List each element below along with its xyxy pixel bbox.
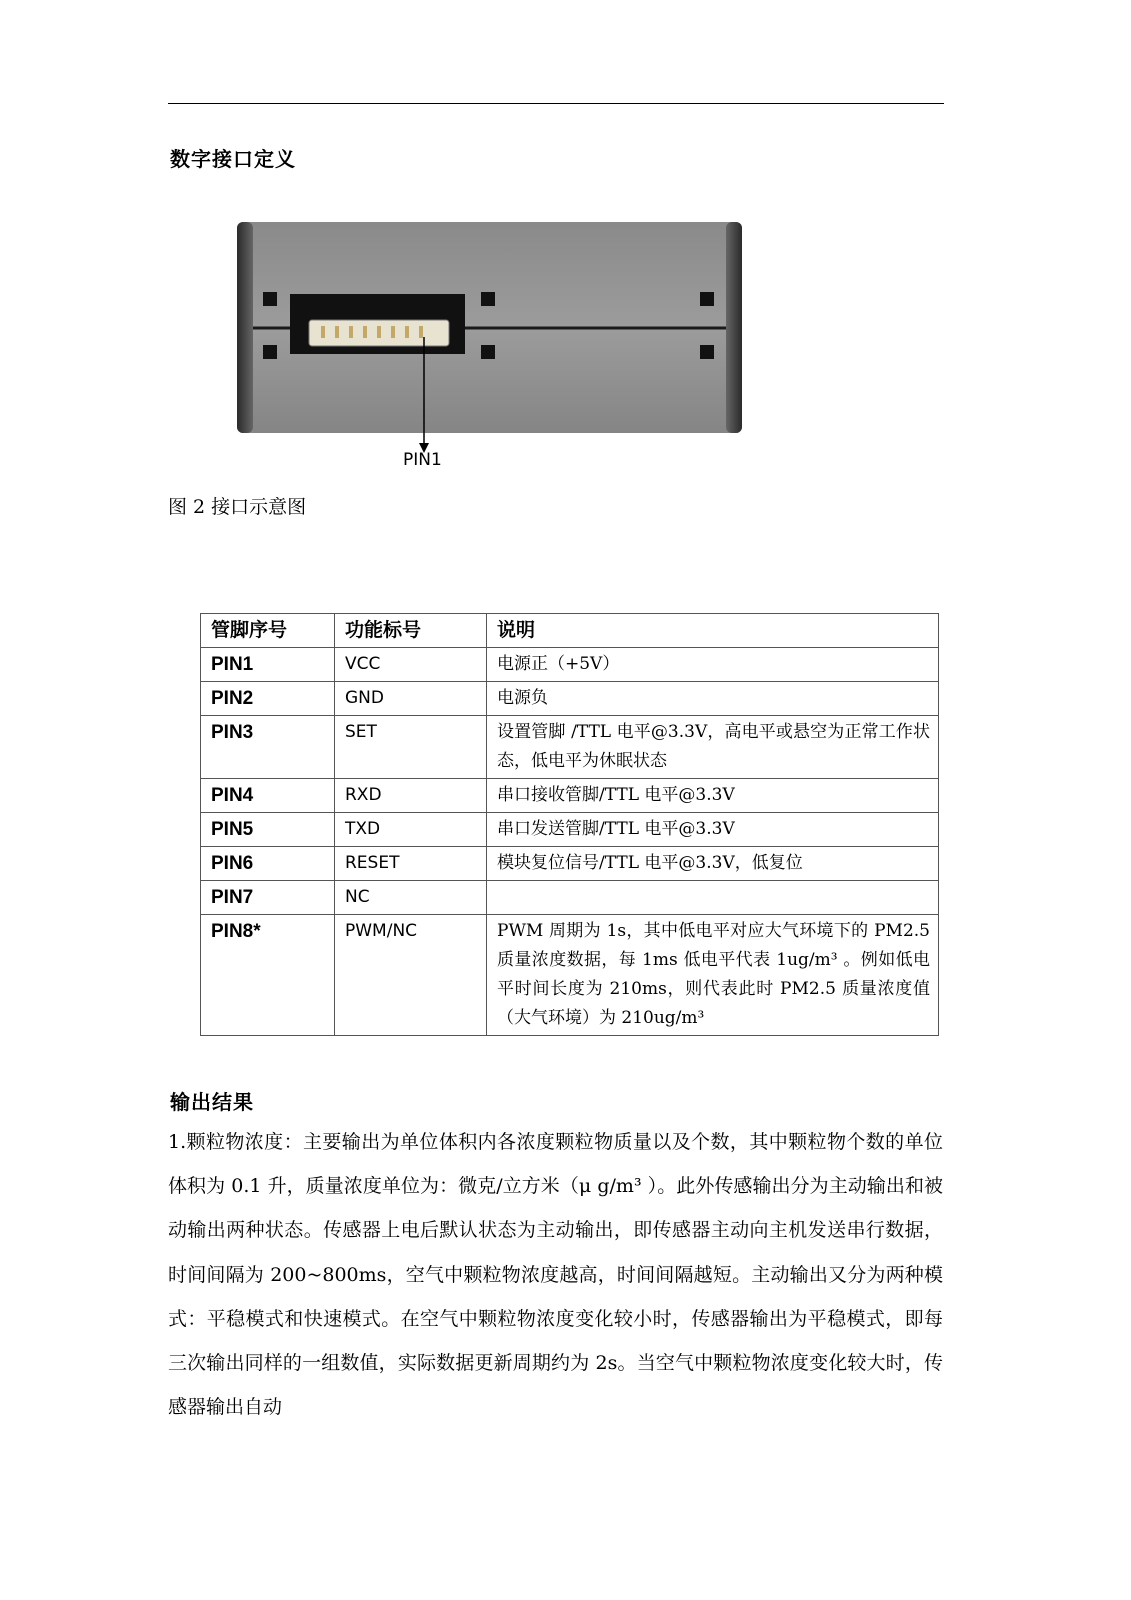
pin1-arrow [0,0,1131,480]
description-cell: 模块复位信号/TTL 电平@3.3V，低复位 [487,847,939,881]
table-row [201,682,939,716]
description-cell [487,881,939,915]
function-cell: RXD [335,779,487,813]
pin1-label: PIN1 [403,450,442,470]
pin-cell: PIN8* [201,915,335,1036]
header-function: 功能标号 [335,614,487,648]
function-cell: NC [335,881,487,915]
pin-cell: PIN2 [201,682,335,716]
section-heading-digital-interface: 数字接口定义 [170,147,296,171]
pin-cell: PIN6 [201,847,335,881]
pin-cell: PIN5 [201,813,335,847]
function-cell: PWM/NC [335,915,487,1036]
table-header-row [201,614,939,648]
pin-cell: PIN7 [201,881,335,915]
pin-definition-table [200,613,939,1036]
table-row [201,881,939,915]
function-cell: RESET [335,847,487,881]
function-cell: SET [335,716,487,779]
section-heading-output: 输出结果 [170,1090,254,1114]
pin-cell: PIN4 [201,779,335,813]
description-cell: PWM 周期为 1s，其中低电平对应大气环境下的 PM2.5 质量浓度数据，每 1ms 低电平代表 1ug/m³ 。例如低电平时间长度为 210ms，则代表此时 PM2.5 质量浓度值（大气环境）为 210ug/m³ [487,915,939,1036]
table-row [201,915,939,1036]
function-cell: VCC [335,648,487,682]
pin-cell: PIN1 [201,648,335,682]
description-cell: 串口发送管脚/TTL 电平@3.3V [487,813,939,847]
function-cell: TXD [335,813,487,847]
figure-caption: 图 2 接口示意图 [168,496,307,518]
table-row [201,813,939,847]
header-pin: 管脚序号 [201,614,335,648]
pin-cell: PIN3 [201,716,335,779]
table-row [201,648,939,682]
description-cell: 电源负 [487,682,939,716]
table-row [201,779,939,813]
description-cell: 串口接收管脚/TTL 电平@3.3V [487,779,939,813]
header-description: 说明 [487,614,939,648]
table-row [201,847,939,881]
table-row [201,716,939,779]
description-cell: 电源正（+5V） [487,648,939,682]
description-cell: 设置管脚 /TTL 电平@3.3V，高电平或悬空为正常工作状态，低电平为休眠状态 [487,716,939,779]
output-paragraph: 1.颗粒物浓度：主要输出为单位体积内各浓度颗粒物质量以及个数，其中颗粒物个数的单位体积为 0.1 升，质量浓度单位为：微克/立方米（μ g/m³ ）。此外传感输出分为主动输出和被动输出两种状态。传感器上电后默认状态为主动输出，即传感器主动向主机发送串行数据，时间间隔为 200~800ms，空气中颗粒物浓度越高，时间间隔越短。主动输出又分为两种模式：平稳模式和快速模式。在空气中颗粒物浓度变化较小时，传感器输出为平稳模式，即每三次输出同样的一组数值，实际数据更新周期约为 2s。当空气中颗粒物浓度变化较大时，传感器输出自动 [168,1131,943,1419]
function-cell: GND [335,682,487,716]
